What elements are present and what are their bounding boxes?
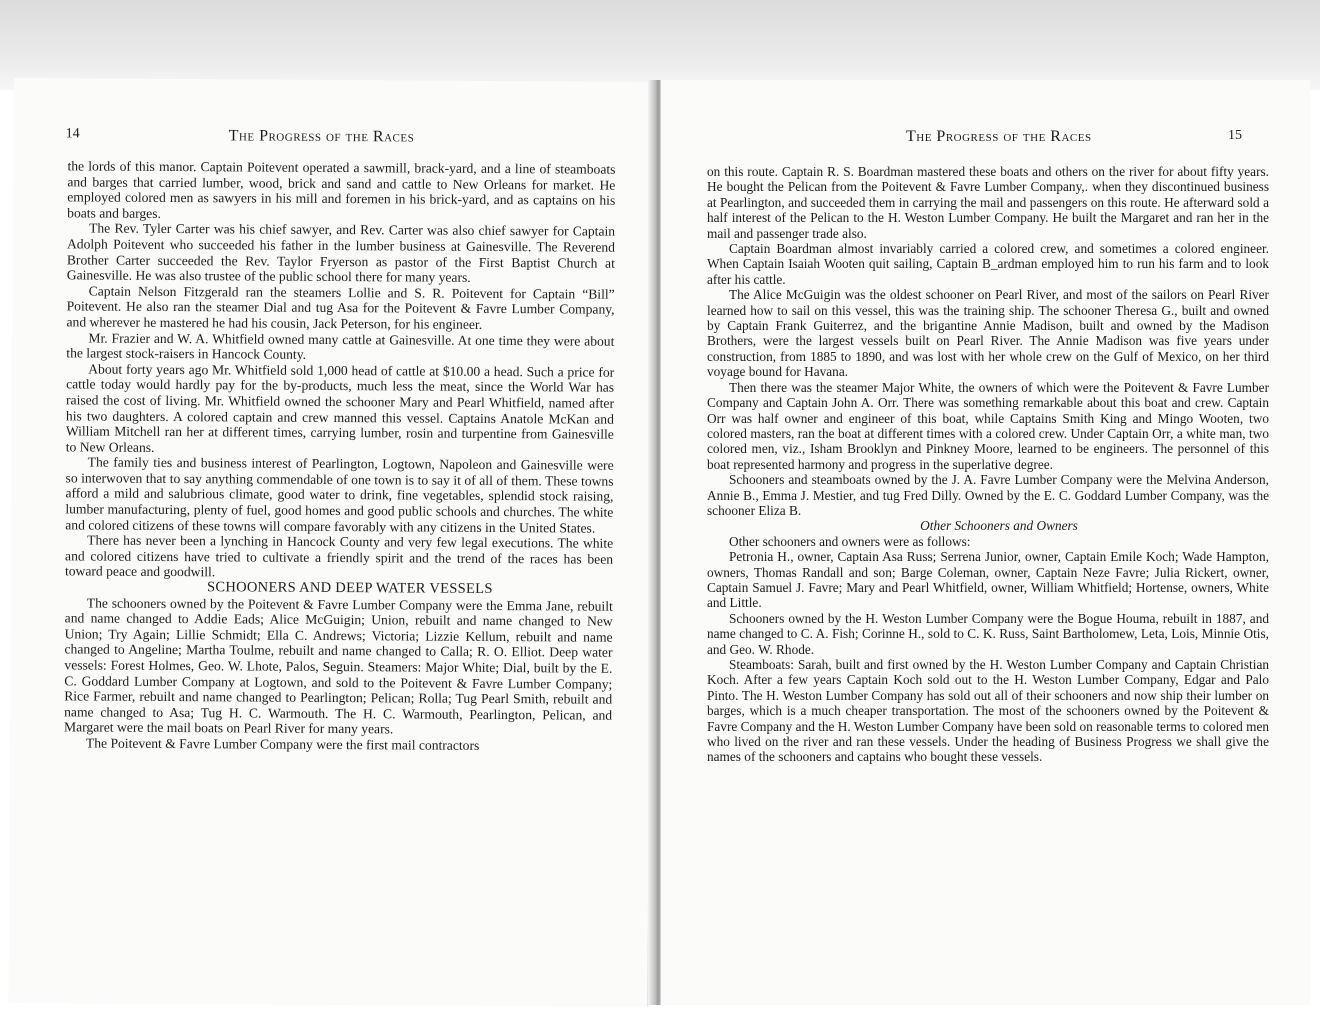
- paragraph: The schooners owned by the Poitevent & Favre Lumber Company were the Emma Jane, rebuilt and name changed to Addie Eads; Alice McGuigin; Union, rebuilt and name changed to New Union; Try Again; Lillie Schmidt; Ella C. Andrews; Victoria; Lizzie Kellum, rebuilt and name changed to Angeline; Martha Toulme, rebuilt and name changed to Calla; R. O. Elliot. Deep water vessels: Forest Holmes, Geo. W. Lhote, Palos, Seguin. Steamers: Major White; Dial, built by the E. C. Goddard Lumber Company at Logtown, and sold to the Poitevent & Favre Lumber Company; Rice Farmer, rebuilt and name changed to Pearlington; Pelican; Rolla; Tug Pearl Smith, rebuilt and name changed to Asa; Tug H. C. Warmouth. The H. C. Warmouth, Pearlington, Pelican, and Margaret were the mail boats on Pearl River for many years.: [63, 595, 613, 737]
- right-page-header: [711, 128, 1270, 148]
- running-head: The Progress of the Races: [906, 128, 1092, 145]
- left-page: [8, 78, 654, 1007]
- paragraph: Schooners owned by the H. Weston Lumber Company were the Bogue Houma, rebuilt in 1887, and name changed to C. A. Fish; Corinne H., sold to C. K. Russ, Saint Bartholomew, Leta, Lois, Minnie Otis, and Geo. W. Rhode.: [707, 610, 1269, 657]
- paragraph: on this route. Captain R. S. Boardman mastered these boats and others on the river for about fifty years. He bought the Pelican from the Poitevent & Favre Lumber Company,. when they discontinued business at Pearlington, and succeeded them in carrying the mail and passengers on this route. He afterward sold a half interest of the Pelican to the H. Weston Lumber Company. He built the Margaret and ran her in the mail and passenger trade also.: [707, 164, 1269, 241]
- paragraph: Mr. Frazier and W. A. Whitfield owned many cattle at Gainesville. At one time they were about the largest stock-raisers in Hancock County.: [66, 330, 615, 362]
- paragraph: Captain Boardman almost invariably carried a colored crew, and sometimes a colored engineer. When Captain Isaiah Wooten quit sailing, Captain B_ardman employed him to run his farm and to look after his cattle.: [707, 241, 1269, 287]
- paragraph: Steamboats: Sarah, built and first owned by the H. Weston Lumber Company and Captain Christian Koch. After a few years Captain Koch sold out to the H. Weston Lumber Company, Edgar and Palo Pinto. The H. Weston Lumber Company has sold out all of their schooners and now ship their lumber on barges, which is a much cheaper transportation. The most of the schooners owned by the Poitevent & Favre Company and the H. Weston Lumber Company have been sold on reasonable terms to colored men who lived on the river and ran these vessels. Under the heading of Business Progress we shall give the names of the schooners and captains who bought these vessels.: [707, 657, 1269, 765]
- paragraph: Then there was the steamer Major White, the owners of which were the Poitevent & Favre Lumber Company and Captain John A. Orr. There was something remarkable about this boat and crew. Captain Orr was half owner and engineer of this boat, while Captains Smith King and Mingo Wooten, two colored masters, ran the boat at different times with a colored crew. Under Captain Orr, a white man, two colored men, viz., Isham Brooklyn and Pinkney Moore, learned to be engineers. The personnel of this boat represented harmony and progress in the superlative degree.: [707, 379, 1269, 472]
- paragraph: Schooners and steamboats owned by the J. A. Favre Lumber Company were the Melvina Anderson, Annie B., Emma J. Mestier, and tug Fred Dilly. Owned by the E. C. Goddard Lumber Company, was the schooner Eliza B.: [707, 472, 1269, 518]
- paragraph: Petronia H., owner, Captain Asa Russ; Serrena Junior, owner, Captain Emile Koch; Wade Hampton, owners, Thomas Randall and son; Barge Coleman, owner, Captain Neze Favre; Julia Rickert, owner, Captain Samuel J. Favre; Mary and Pearl Whitfield, owner, William Whitfield; Hortense, owners, White and Little.: [707, 549, 1269, 611]
- paragraph: There has never been a lynching in Hancock County and very few legal executions. The white and colored citizens have tried to cultivate a friendly spirit and the trend of the races has been toward peace and goodwill.: [64, 532, 614, 580]
- running-head: The Progress of the Races: [228, 127, 415, 146]
- paragraph: Other schooners and owners were as follows:: [729, 533, 971, 549]
- paragraph: the lords of this manor. Captain Poitevent operated a sawmill, brack-yard, and a line of steamboats and barges that carried lumber, wood, brick and sand and cattle to New Orleans for market. He employed colored men as sawyers in his mill and foremen in his brick-yard, and as captains on his boats and barges.: [67, 158, 616, 221]
- section-heading: SCHOONERS AND DEEP WATER VESSELS: [207, 579, 493, 598]
- left-page-body: [64, 158, 616, 754]
- page-number: 15: [1228, 128, 1242, 143]
- right-page-body: [707, 164, 1269, 765]
- paragraph: The family ties and business interest of Pearlington, Logtown, Napoleon and Gainesville were so interwoven that to say anything commendable of one town is to say it of all of them. These towns afford a mild and salubrious climate, good water to drink, fine vegetables, splendid stock raising, lumber manufacturing, plenty of fuel, good homes and good public schools and churches. The white and colored citizens of these towns will compare favorably with any citizens in the United States.: [65, 454, 614, 536]
- page-number: 14: [65, 126, 80, 142]
- paragraph: The Poitevent & Favre Lumber Company were the first mail contractors: [85, 735, 480, 753]
- subheading: Other Schooners and Owners: [920, 518, 1078, 534]
- paragraph: About forty years ago Mr. Whitfield sold 1,000 head of cattle at $10.00 a head. Such a price for cattle today would hardly pay for the by-products, much less the meat, since the World War has raised the cost of living. Mr. Whitfield owned the schooner Mary and Pearl Whitfield, named after his two daughters. A colored captain and crew manned this vessel. Captains Anatole McKan and William Mitchell ran her at different times, carrying lumber, rosin and turpentine from Gainesville to New Orleans.: [65, 361, 615, 455]
- left-page-header: [64, 126, 613, 149]
- scan-background: [0, 0, 1320, 90]
- paragraph: Captain Nelson Fitzgerald ran the steamers Lollie and S. R. Poitevent for Captain “Bill” Poitevent. He also ran the steamer Dial and tug Asa for the Poitevent & Favre Lumber Company, and wherever he mastered he had his cousin, Jack Peterson, for his engineer.: [66, 283, 615, 332]
- right-page: [660, 80, 1310, 1005]
- paragraph: The Alice McGuigin was the oldest schooner on Pearl River, and most of the sailors on Pearl River learned how to sail on this vessel, this was the training ship. The schooner Theresa G., built and owned by Captain Frank Guiterrez, and the brigantine Annie Madison, built and owned by the Madison Brothers, were the largest vessels built on Pearl River. The Annie Madison was five years under construction, from 1885 to 1890, and was lost with her whole crew on the Gulf of Mexico, on her third voyage bound for Havana.: [707, 287, 1269, 380]
- paragraph: The Rev. Tyler Carter was his chief sawyer, and Rev. Carter was also chief sawyer for Captain Adolph Poitevent who succeeded his father in the lumber business at Gainesville. The Reverend Brother Carter succeeded the Rev. Taylor Fryerson as pastor of the First Baptist Church at Gainesville. He was also trustee of the public school there for many years.: [66, 220, 616, 285]
